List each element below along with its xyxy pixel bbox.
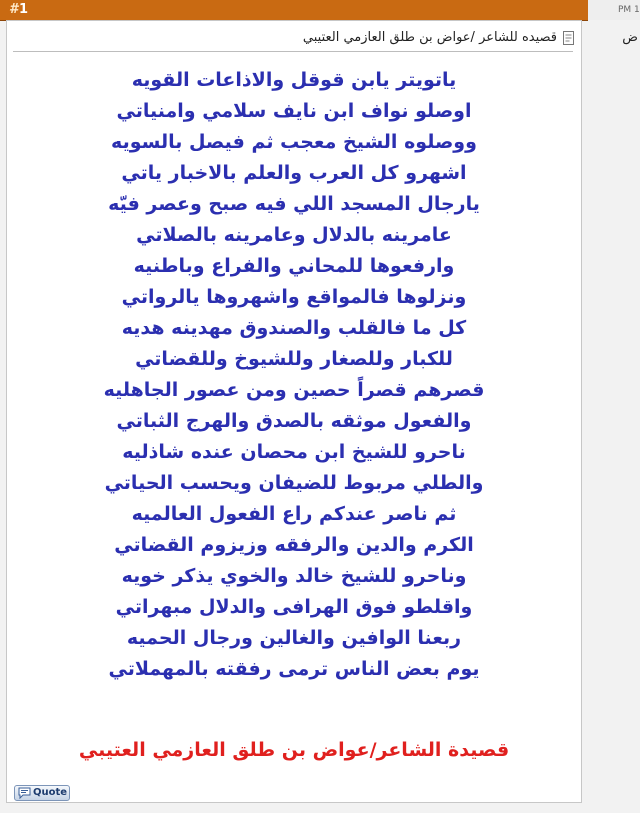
post-number[interactable]: #1 bbox=[9, 2, 29, 17]
document-icon bbox=[563, 31, 575, 45]
post-timestamp-area bbox=[588, 0, 640, 20]
poem-line: اوصلو نواف ابن نايف سلامي وامنياتي bbox=[116, 100, 472, 122]
poem-line: للكبار وللصغار وللشيوخ وللقضاتي bbox=[135, 348, 453, 370]
poem-line: ياتويتر يابن قوقل والاذاعات القويه bbox=[131, 69, 457, 91]
poem-signature: قصيدة الشاعر/عواض بن طلق العازمي العتيبي bbox=[78, 739, 510, 761]
post-timestamp: PM 1 bbox=[618, 5, 640, 15]
user-sidebar bbox=[588, 20, 640, 813]
poem-line: عامرينه بالدلال وعامرينه بالصلاتي bbox=[136, 224, 452, 246]
post-number-value: 1 bbox=[19, 2, 29, 17]
poem-line: وناحرو للشيخ خالد والخوي يذكر خويه bbox=[121, 565, 467, 587]
poem-line: ثم ناصر عندكم راع الفعول العالميه bbox=[131, 503, 457, 525]
poem-line: ووصلوه الشيخ معجب ثم فيصل بالسويه bbox=[111, 131, 477, 153]
post-title-row bbox=[7, 27, 581, 49]
poem-line: والطلي مربوط للضيفان ويحسب الحياتي bbox=[104, 472, 484, 494]
quote-button-label: Quote bbox=[33, 787, 68, 798]
poem-line: والفعول موثقه بالصدق والهرج الثباتي bbox=[116, 410, 472, 432]
sidebar-username-fragment: ض bbox=[622, 30, 638, 45]
quote-bubble-icon bbox=[18, 787, 31, 799]
quote-button[interactable] bbox=[14, 785, 70, 801]
post-title: قصيده للشاعر /عواض بن طلق العازمي العتيبي bbox=[302, 30, 557, 45]
poem-line: يارجال المسجد اللي فيه صبح وعصر فيّه bbox=[108, 193, 480, 215]
post-header-bar bbox=[0, 0, 640, 21]
poem-line: ونزلوها فالمواقع واشهروها يالرواتي bbox=[121, 286, 467, 308]
poem-line: اشهرو كل العرب والعلم بالاخبار ياتي bbox=[121, 162, 467, 184]
poem-line: يوم بعض الناس ترمى رفقته بالمهملاتي bbox=[108, 658, 480, 680]
poem-line: الكرم والدين والرفقه وزيزوم القضاتي bbox=[114, 534, 474, 556]
poem-line: قصرهم قصراً حصين ومن عصور الجاهليه bbox=[103, 379, 485, 401]
poem-line: ناحرو للشيخ ابن محصان عنده شاذليه bbox=[122, 441, 466, 463]
poem-lines bbox=[7, 65, 581, 685]
poem-line: واقلطو فوق الهرافى والدلال مبهراتي bbox=[115, 596, 473, 618]
poem-line: ربعنا الوافين والغالين ورجال الحميه bbox=[126, 627, 462, 649]
post-content-box bbox=[6, 20, 582, 803]
poem-line: كل ما فالقلب والصندوق مهدينه هديه bbox=[121, 317, 467, 339]
title-divider bbox=[13, 51, 573, 52]
poem-line: وارفعوها للمحاني والفراع وباطنيه bbox=[133, 255, 455, 277]
